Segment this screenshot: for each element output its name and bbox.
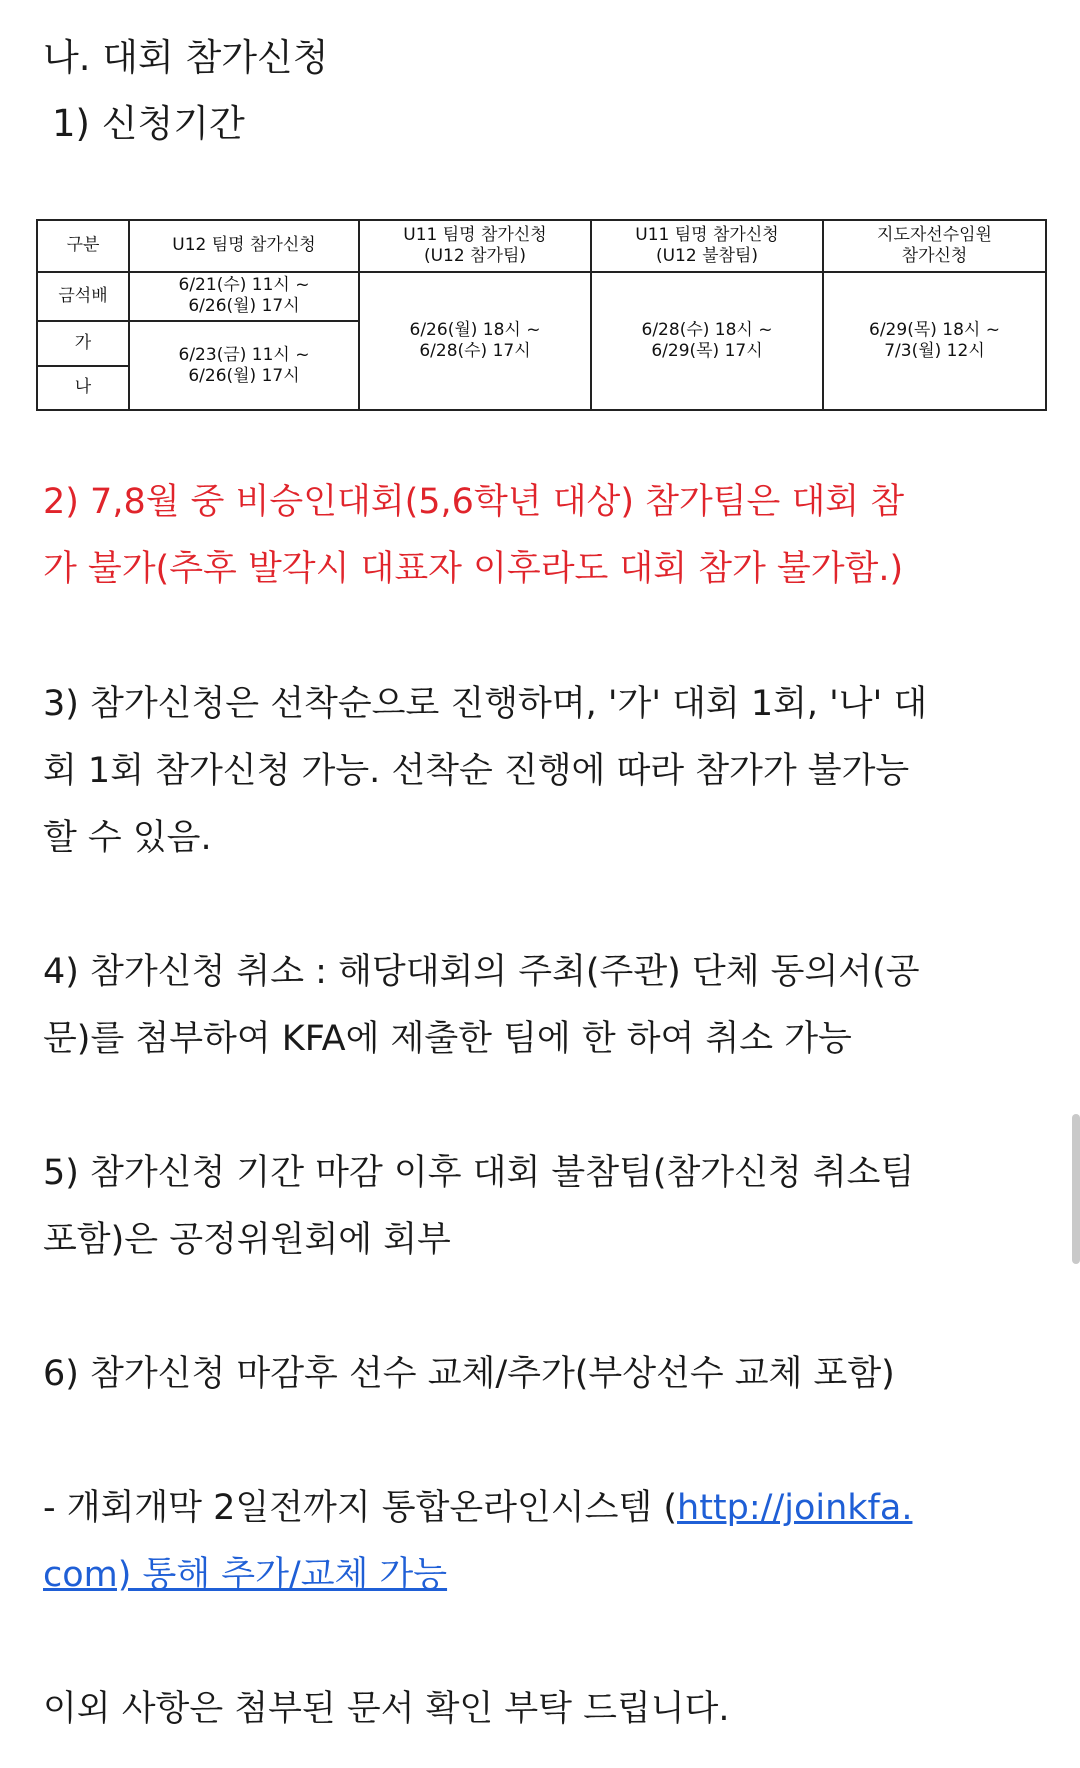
footer-note: 이외 사항은 첨부된 문서 확인 부탁 드립니다. <box>43 1689 730 1729</box>
u12-period-ga-na: 6/23(금) 11시 ~ 6/26(월) 17시 <box>129 321 359 410</box>
item-3-line-1: 3) 참가신청은 선착순으로 진행하며, '가' 대회 1회, '나' 대 <box>43 684 928 724</box>
table-header-row <box>37 220 1046 272</box>
row-label-ga: 가 <box>37 321 129 365</box>
header-u11-u12-absent: U11 팀명 참가신청 (U12 불참팀) <box>591 220 823 272</box>
header-u12: U12 팀명 참가신청 <box>129 220 359 272</box>
item-5-line-1: 5) 참가신청 기간 마감 이후 대회 불참팀(참가신청 취소팀 <box>43 1153 915 1193</box>
joinkfa-link-part-1[interactable]: http://joinkfa. <box>677 1488 913 1528</box>
item-6-sub-line-1 <box>43 1476 912 1540</box>
item-6-heading: 6) 참가신청 마감후 선수 교체/추가(부상선수 교체 포함) <box>43 1354 895 1394</box>
header-staff: 지도자선수임원 참가신청 <box>823 220 1046 272</box>
row-label-geumseok: 금석배 <box>37 272 129 322</box>
scrollbar[interactable] <box>1072 1114 1080 1264</box>
item-1-heading: 1) 신청기간 <box>52 102 245 145</box>
u11-participating-period: 6/26(월) 18시 ~ 6/28(수) 17시 <box>359 272 591 410</box>
item-4-line-2: 문)를 첨부하여 KFA에 제출한 팀에 한 하여 취소 가능 <box>43 1019 852 1059</box>
item-3-line-2: 회 1회 참가신청 가능. 선착순 진행에 따라 참가가 불가능 <box>43 751 910 791</box>
joinkfa-link-part-2[interactable]: com) 통해 추가/교체 가능 <box>43 1555 448 1595</box>
u12-period-geumseok: 6/21(수) 11시 ~ 6/26(월) 17시 <box>129 272 359 322</box>
section-title: 나. 대회 참가신청 <box>43 36 329 79</box>
staff-period: 6/29(목) 18시 ~ 7/3(월) 12시 <box>823 272 1046 410</box>
u11-absent-period: 6/28(수) 18시 ~ 6/29(목) 17시 <box>591 272 823 410</box>
application-period-table <box>36 219 1047 411</box>
item-6-sub-text: - 개회개막 2일전까지 통합온라인시스템 ( <box>43 1488 678 1528</box>
item-5-line-2: 포함)은 공정위원회에 회부 <box>43 1220 451 1260</box>
item-3-line-3: 할 수 있음. <box>43 818 212 858</box>
item-2-line-2: 가 불가(추후 발각시 대표자 이후라도 대회 참가 불가함.) <box>43 549 904 589</box>
row-label-na: 나 <box>37 366 129 411</box>
item-6-sub-line-2 <box>43 1543 447 1607</box>
header-u11-u12-participating: U11 팀명 참가신청 (U12 참가팀) <box>359 220 591 272</box>
table-row <box>37 272 1046 322</box>
header-category: 구분 <box>37 220 129 272</box>
item-4-line-1: 4) 참가신청 취소 : 해당대회의 주최(주관) 단체 동의서(공 <box>43 952 920 992</box>
item-2-line-1: 2) 7,8월 중 비승인대회(5,6학년 대상) 참가팀은 대회 참 <box>43 482 905 522</box>
